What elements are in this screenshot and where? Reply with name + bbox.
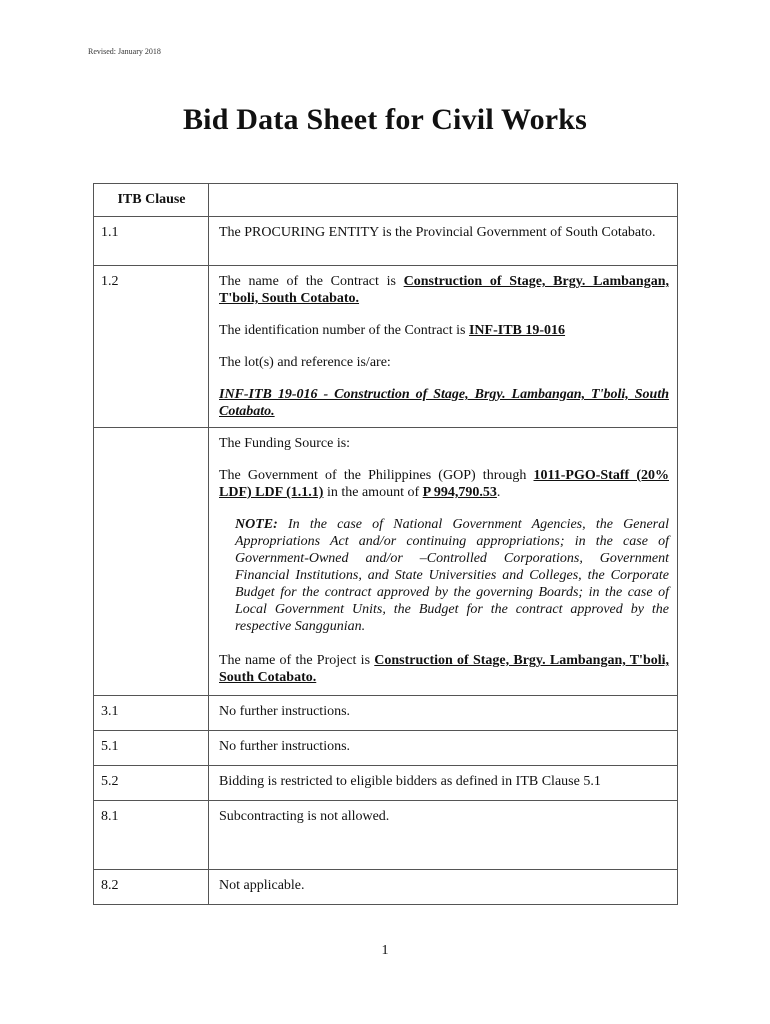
table-row	[94, 217, 678, 266]
contract-name-value: Construction of Stage, Brgy. Lambangan, T'boli, South Cotabato.	[219, 274, 669, 306]
clause-number-empty	[94, 428, 209, 696]
table-row	[94, 870, 678, 905]
note-text: In the case of National Government Agencies, the General Appropriations Act and/or continuing appropriations; in the case of Government-Owned and/or –Controlled Corporations, Government Financial Institutions, and State Universities and Colleges, the Corporate Budget for the contract approved by the governing Boards; in the case of Local Government Units, the Budget for the contract approved by the respective Sanggunian.	[235, 517, 669, 634]
amount-suffix: .	[496, 485, 501, 500]
clause-number: 8.1	[94, 801, 209, 870]
funding-source-value: 1011-PGO-Staff (20% LDF) LDF (1.1.1)	[219, 468, 669, 500]
revised-date: Revised: January 2018	[88, 47, 161, 56]
page-title: Bid Data Sheet for Civil Works	[182, 103, 588, 136]
table-row	[94, 696, 678, 731]
table-header-row	[94, 184, 678, 217]
page-number: 1	[381, 943, 389, 958]
lots-paragraph	[219, 386, 669, 420]
table-row	[94, 428, 678, 696]
project-name-value: Construction of Stage, Brgy. Lambangan, T'boli, South Cotabato.	[219, 653, 670, 685]
clause-text: No further instructions.	[209, 731, 678, 766]
table-row	[94, 266, 678, 428]
project-name-paragraph	[219, 652, 669, 686]
contract-id-paragraph	[219, 322, 669, 339]
funding-label: The Funding Source is:	[219, 436, 351, 451]
amount-label: in the amount of	[323, 485, 423, 500]
clause-text	[209, 428, 678, 696]
clause-number: 3.1	[94, 696, 209, 731]
contract-name-label: The name of the Contract is	[219, 274, 404, 289]
project-name-label: The name of the Project is	[219, 653, 375, 668]
clause-number: 5.1	[94, 731, 209, 766]
clause-text: No further instructions.	[209, 696, 678, 731]
procuring-entity-text: The PROCURING ENTITY is the Provincial Government of South Cotabato.	[219, 225, 656, 240]
funding-source-paragraph	[219, 467, 669, 501]
note-label: NOTE:	[235, 517, 278, 532]
contract-id-label: The identification number of the Contract is	[219, 323, 469, 338]
lots-label: The lot(s) and reference is/are:	[219, 355, 391, 370]
itb-clause-header: ITB Clause	[94, 184, 209, 217]
clause-number: 8.2	[94, 870, 209, 905]
bid-data-table	[93, 183, 678, 905]
clause-text	[209, 217, 678, 266]
table-row	[94, 731, 678, 766]
funding-note	[235, 516, 669, 635]
clause-number: 1.1	[94, 217, 209, 266]
table-row	[94, 766, 678, 801]
clause-text: Not applicable.	[209, 870, 678, 905]
clause-text: Subcontracting is not allowed.	[209, 801, 678, 870]
lots-value: INF-ITB 19-016 - Construction of Stage, Brgy. Lambangan, T'boli, South Cotabato.	[219, 387, 669, 419]
clause-number: 5.2	[94, 766, 209, 801]
amount-value: P 994,790.53	[422, 485, 497, 500]
clause-number: 1.2	[94, 266, 209, 428]
funding-source-label: The Government of the Philippines (GOP) through	[219, 468, 534, 483]
contract-id-value: INF-ITB 19-016	[468, 323, 566, 338]
table-row	[94, 801, 678, 870]
clause-text	[209, 266, 678, 428]
contract-name-paragraph	[219, 273, 669, 307]
header-blank-cell	[209, 184, 678, 217]
clause-text: Bidding is restricted to eligible bidders as defined in ITB Clause 5.1	[209, 766, 678, 801]
